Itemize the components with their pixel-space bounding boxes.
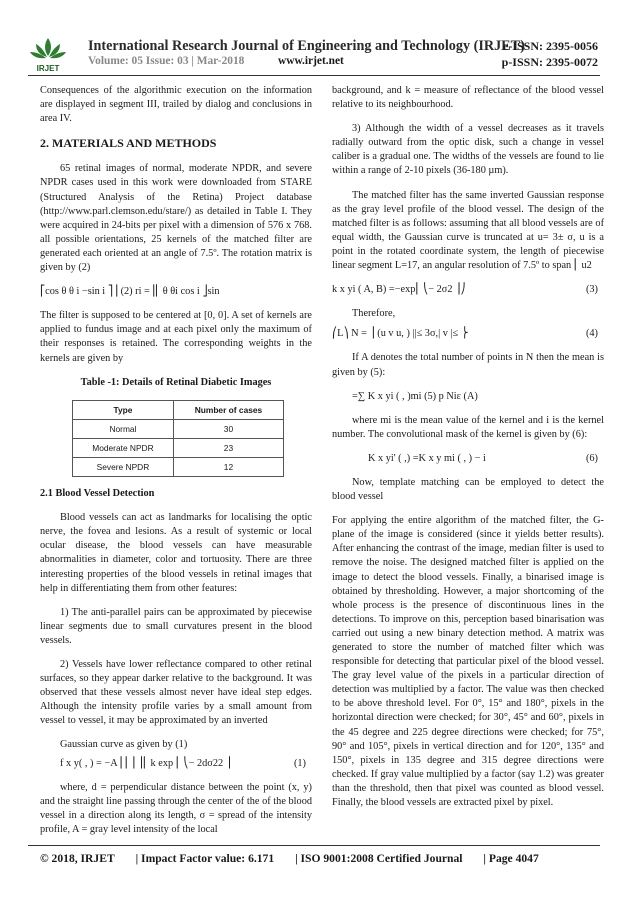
paragraph: Gaussian curve as given by (1): [60, 739, 188, 751]
equation-6-number: (6): [585, 452, 598, 464]
footer-divider: [28, 845, 600, 846]
equation-1-number: (1): [293, 757, 306, 769]
journal-title: International Research Journal of Engineering and Technology (IRJET): [88, 38, 525, 54]
irjet-logo-icon: [26, 34, 70, 74]
equation-3: [332, 283, 604, 297]
paragraph: Blood vessels can act as landmarks for localising the optic nerve, the fovea and lesions. As a result of systemic or local ocular disease, the blood vessels can have measurable abnormalities in diameter, color and tortuosity. There are three interesting properties of the blood vessels in retinal images that help in differentiating them from other features:: [40, 512, 312, 594]
volume-issue: Volume: 05 Issue: 03 | Mar-2018: [88, 55, 245, 67]
paragraph: background, and k = measure of reflectance of the blood vessel relative to its neighbourhood.: [332, 85, 604, 111]
paragraph: Now, template matching can be employed to detect the blood vessel: [332, 476, 604, 503]
header-divider: [28, 75, 600, 76]
equation-2: ⎡cos θ θ i −sin i ⎤⎥ (2) ri =⎥⎢ θ θi cos i ⎦sin: [40, 286, 220, 298]
footer-impact-factor: | Impact Factor value: 6.171: [135, 852, 275, 865]
paragraph: For applying the entire algorithm of the matched filter, the G-plane of the image is considered (since it yields better results). After enhancing the contrast of the image, median filter is used to remove the noise. The designed matched filter is applied on the image to detect the blood vessels. Finally, a binarised image is obtained by thresholding. However, a major shortcoming of the whole process is the presence of discontinuous lines in the detections. To improve on this, perception based binarisation was carried out using a new binary detection method. A matrix was generated to store the number of matched filter which was responsible for detecting that particular pixel of the blood vessel. The gray level value of the pixels in a particular direction of detection was multiplied by a factor. The value was then checked to be above threshold level. For 0°, 15° and 180°, pixels in the horizontal direction were checked; for 30°, 45° and 60°, pixels in the 45 degree and 225 degree directions were checked; for 75°, 90° and 105°, pixels in vertical direction and for 120°, 135° and 150°, pixels in 135 degree and 315 degree directions were checked. If gray value multiplied by a factor (say 1.2) was greater than the threshold, then that pixel was counted as blood vessel. Finally, the blood vessels are extracted pixel by pixel.: [332, 515, 604, 809]
equation-4-body: ⎛L⎞ N = ⎟ (u v u, ) ||≤ 3σ,| v |≤ ⎬: [332, 328, 469, 340]
footer-iso: | ISO 9001:2008 Certified Journal: [295, 852, 463, 865]
left-column: [40, 84, 312, 847]
subsection-heading-detection: 2.1 Blood Vessel Detection: [40, 488, 155, 500]
logo-text: IRJET: [36, 64, 60, 73]
paragraph: 2) Vessels have lower reflectance compared to other retinal surfaces, so they appear darker relative to the background. It was observed that these vessels almost never have ideal step edges. Although the intensity profile varies by a small amount from vessel to vessel, it may be approximated by an inverted: [40, 659, 312, 727]
p-issn: p-ISSN: 2395-0072: [501, 55, 598, 69]
equation-6: [332, 452, 604, 466]
equation-4-number: (4): [585, 328, 598, 340]
page-footer: [40, 852, 600, 865]
equation-3-number: (3): [585, 284, 598, 296]
journal-website[interactable]: www.irjet.net: [278, 55, 344, 67]
equation-3-body: k x yi ( A, B) =−exp⎜ ⎝− 2σ2 ⎟⎠: [332, 284, 466, 296]
table-cell: 12: [173, 457, 283, 476]
table-header-cell: Type: [73, 400, 174, 419]
paragraph: Consequences of the algorithmic execution on the information are displayed in segment III, trailed by dialog and conclusions in area IV.: [40, 85, 312, 125]
paragraph: The filter is supposed to be centered at [0, 0]. A set of kernels are applied to fundus image and at each pixel only the maximum of their responses is retained. The corresponding weights in the kernels are given by: [40, 310, 312, 364]
retinal-images-table: [72, 400, 284, 477]
table-cell: Moderate NPDR: [73, 438, 174, 457]
table-cell: Severe NPDR: [73, 457, 174, 476]
paragraph: 3) Although the width of a vessel decreases as it travels radially outward from the optic disk, such a change in vessel caliber is a gradual one. The widths of the vessels are found to lie within a range of 2-10 pixels (36-180 µm).: [332, 123, 604, 177]
table-header-row: [73, 400, 284, 419]
footer-copyright: © 2018, IRJET: [40, 852, 115, 865]
paragraph: Therefore,: [352, 308, 396, 320]
paragraph: 65 retinal images of normal, moderate NPDR, and severe NPDR cases used in this work were downloaded from STARE (Structured Analysis of the Retina) Project database (http://www.parl.clemson.edu/stare/) as detailed in Table I. They were acquired in 24-bits per pixel with a dimension of 576 x 768. all possible orientations, 25 kernels of the matched filter are generated each oriented at an angle of 7.5º. The rotation matrix is given by (2): [40, 163, 312, 274]
table-cell: Normal: [73, 419, 174, 438]
paragraph: where mi is the mean value of the kernel and i is the kernel number. The convolutional mask of the kernel is given by (6):: [332, 414, 604, 440]
page-header: [0, 0, 638, 80]
table-row: [73, 457, 284, 476]
equation-1-body: f x y( , ) = −A ⎜⎜⎟ ⎟⎜ k exp ⎜ ⎝− 2dσ22 ⎟: [60, 757, 231, 769]
table-row: [73, 419, 284, 438]
table-cell: 30: [173, 419, 283, 438]
equation-5: =∑ K x yi ( , )mi (5) p Niε (A): [352, 390, 478, 402]
e-issn: e-ISSN: 2395-0056: [503, 39, 598, 53]
footer-page-number: | Page 4047: [483, 852, 539, 865]
equation-1: [40, 757, 312, 771]
paragraph: 1) The anti-parallel pairs can be approximated by piecewise linear segments due to small curvatures present in the blood vessels.: [40, 606, 312, 646]
section-heading-methods: 2. MATERIALS AND METHODS: [40, 136, 217, 151]
table-caption: Table -1: Details of Retinal Diabetic Images: [80, 376, 272, 388]
paragraph: where, d = perpendicular distance between the point (x, y) and the straight line passing through the center of the of the blood vessel in a direction along its length, σ = spread of the intensity profile, A = gray level intensity of the local: [40, 781, 312, 835]
right-column: [332, 84, 604, 820]
equation-6-body: K x yi' ( ,) =K x y mi ( , ) − i: [368, 452, 486, 464]
table-header-cell: Number of cases: [173, 400, 283, 419]
equation-4: [332, 327, 604, 341]
paragraph: The matched filter has the same inverted Gaussian response as the gray level profile of the blood vessel. The design of the matched filter is as follows: assuming that all blood vessels are of equal width, the Gaussian curve is truncated at u= 3± σ, u is a point in the rotated coordinate system, the length of piecewise linear segment L=17, an angular resolution of 7.5º to span ⎜ u2: [332, 189, 604, 272]
paragraph: If A denotes the total number of points in N then the mean is given by (5):: [332, 352, 604, 378]
table-row: [73, 438, 284, 457]
table-cell: 23: [173, 438, 283, 457]
